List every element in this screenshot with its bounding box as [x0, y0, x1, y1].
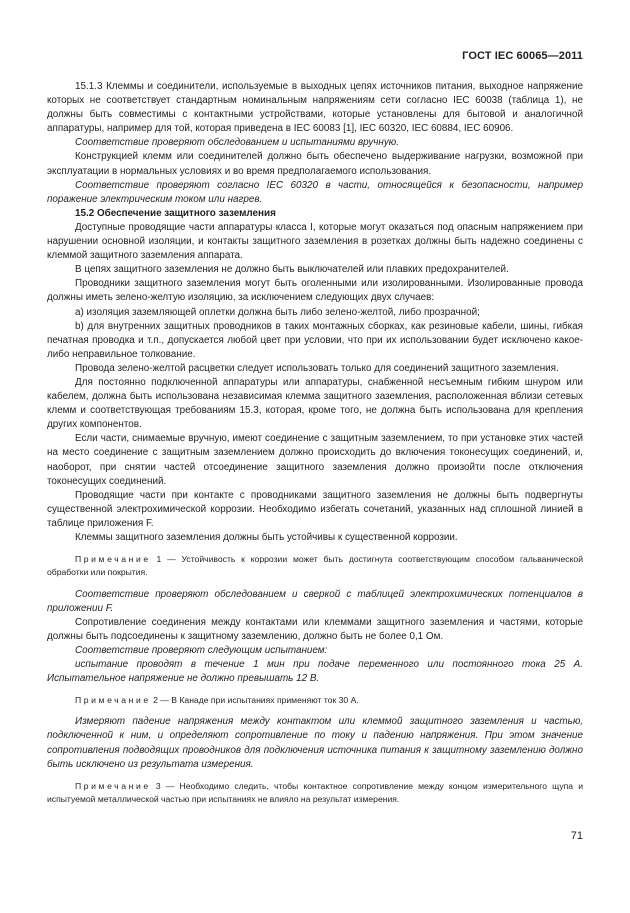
note-1: Примечание 1 — Устойчивость к коррозии может быть достигнута соответствующим способом гальванической обработки или покрытия. — [47, 554, 583, 578]
compliance-check-text: Соответствие проверяют согласно IEC 60320 в части, относящейся к безопасности, например поражение электрическим током или нагрев. — [47, 179, 583, 205]
body-paragraph: Провода зелено-желтой расцветки следует использовать только для соединений защитного заземления. — [75, 362, 559, 374]
body-paragraph: Проводники защитного заземления могут быть оголенными или изолированными. Изолированные провода должны иметь зелено-желтую изоляцию, за исключением следующих двух случаев: — [47, 278, 583, 304]
body-paragraph: Доступные проводящие части аппаратуры класса I, которые могут оказаться под опасным напряжением при нарушении основной изоляции, и контакты защитного заземления в розетках должны быть надежно соединены с клеммой защитного заземления аппарата. — [47, 221, 583, 262]
body-paragraph: Для постоянно подключенной аппаратуры или аппаратуры, снабженной несъемным гибким шнуром или кабелем, должна быть использована независимая клемма защитного заземления, расположенная вблизи сетевых клемм и соответствующая требованиям 15.3, которая, кроме того, не должна быть использована для крепления других компонентов. — [47, 376, 583, 431]
list-item-a: а) изоляция заземляющей оплетки должна быть либо зелено-желтой, либо прозрачной; — [75, 306, 480, 318]
compliance-check-text: Соответствие проверяют обследованием и испытаниями вручную. — [75, 137, 399, 149]
section-heading-15-2: 15.2 Обеспечение защитного заземления — [75, 207, 276, 219]
clause-15-1-3: 15.1.3 Клеммы и соединители, используемые в выходных цепях источников питания, выходное напряжение которых не соответствует стандартным номинальным напряжениям сети согласно IEC 60038 (таблица 1), не должны быть совместимы с контактными устройствами, которые установлены для бытовой и аналогичной аппаратуры, например для той, которая приведена в IEC 60083 [1], IEC 60320, IEC 60884, IEC 60906. — [47, 81, 583, 135]
compliance-check-text: Соответствие проверяют обследованием и сверкой с таблицей электрохимических потенциалов в приложении F. — [47, 588, 583, 614]
body-paragraph: Клеммы защитного заземления должны быть устойчивы к существенной коррозии. — [75, 532, 458, 543]
body-paragraph: В цепях защитного заземления не должно быть выключателей или плавких предохранителей. — [75, 264, 509, 276]
list-item-b: b) для внутренних защитных проводников в таких монтажных сборках, как резиновые кабели, шины, гибкая печатная проводка и т.п., допускается любой цвет при условии, что при их использовании будет исключено какое-либо неправильное толкование. — [47, 320, 583, 360]
body-paragraph: Проводящие части при контакте с проводниками защитного заземления не должны быть подвергнуты существенной электрохимической коррозии. Необходимо избегать сочетаний, указанных над сплошной линией в таблице приложения F. — [47, 489, 583, 529]
document-header: ГОСТ IEC 60065—2011 — [462, 50, 583, 62]
test-description: испытание проводят в течение 1 мин при подаче переменного или постоянного тока 25 А. Испытательное напряжение не должно превышать 12 В. — [47, 658, 583, 685]
page-body — [47, 80, 583, 814]
compliance-check-text: Соответствие проверяют следующим испытанием: — [75, 644, 328, 656]
note-3: Примечание 3 — Необходимо следить, чтобы контактное сопротивление между концом измерительного щупа и испытуемой металлической частью при испытаниях не влияло на результат измерения. — [47, 780, 583, 804]
body-paragraph: Конструкцией клемм или соединителей должно быть обеспечено выдерживание нагрузки, возможной при эксплуатации в нормальных условиях и во время предполагаемого использования. — [47, 151, 583, 177]
page-number: 71 — [570, 830, 583, 842]
body-paragraph: Сопротивление соединения между контактами или клеммами защитного заземления и частями, которые должны быть подсоединены к защитному заземлению, должно быть не более 0,1 Ом. — [47, 616, 583, 642]
note-2: Примечание 2 — В Канаде при испытаниях применяют ток 30 А. — [75, 695, 359, 706]
measurement-description: Измеряют падение напряжения между контактом или клеммой защитного заземления и частью, подключенной к ним, и определяют сопротивление по току и падению напряжения. При этом значение сопротивления подводящих проводников для подключения источника питания к защитному заземлению должно быть исключено из результата измерения. — [47, 716, 583, 770]
body-paragraph: Если части, снимаемые вручную, имеют соединение с защитным заземлением, то при установке этих частей на место соединение с защитным заземлением должно происходить до включения токонесущих соединений, и, наоборот, при снятии частей отсоединение защитного заземления должно произойти после отключения токонесущих соединений. — [47, 433, 583, 487]
